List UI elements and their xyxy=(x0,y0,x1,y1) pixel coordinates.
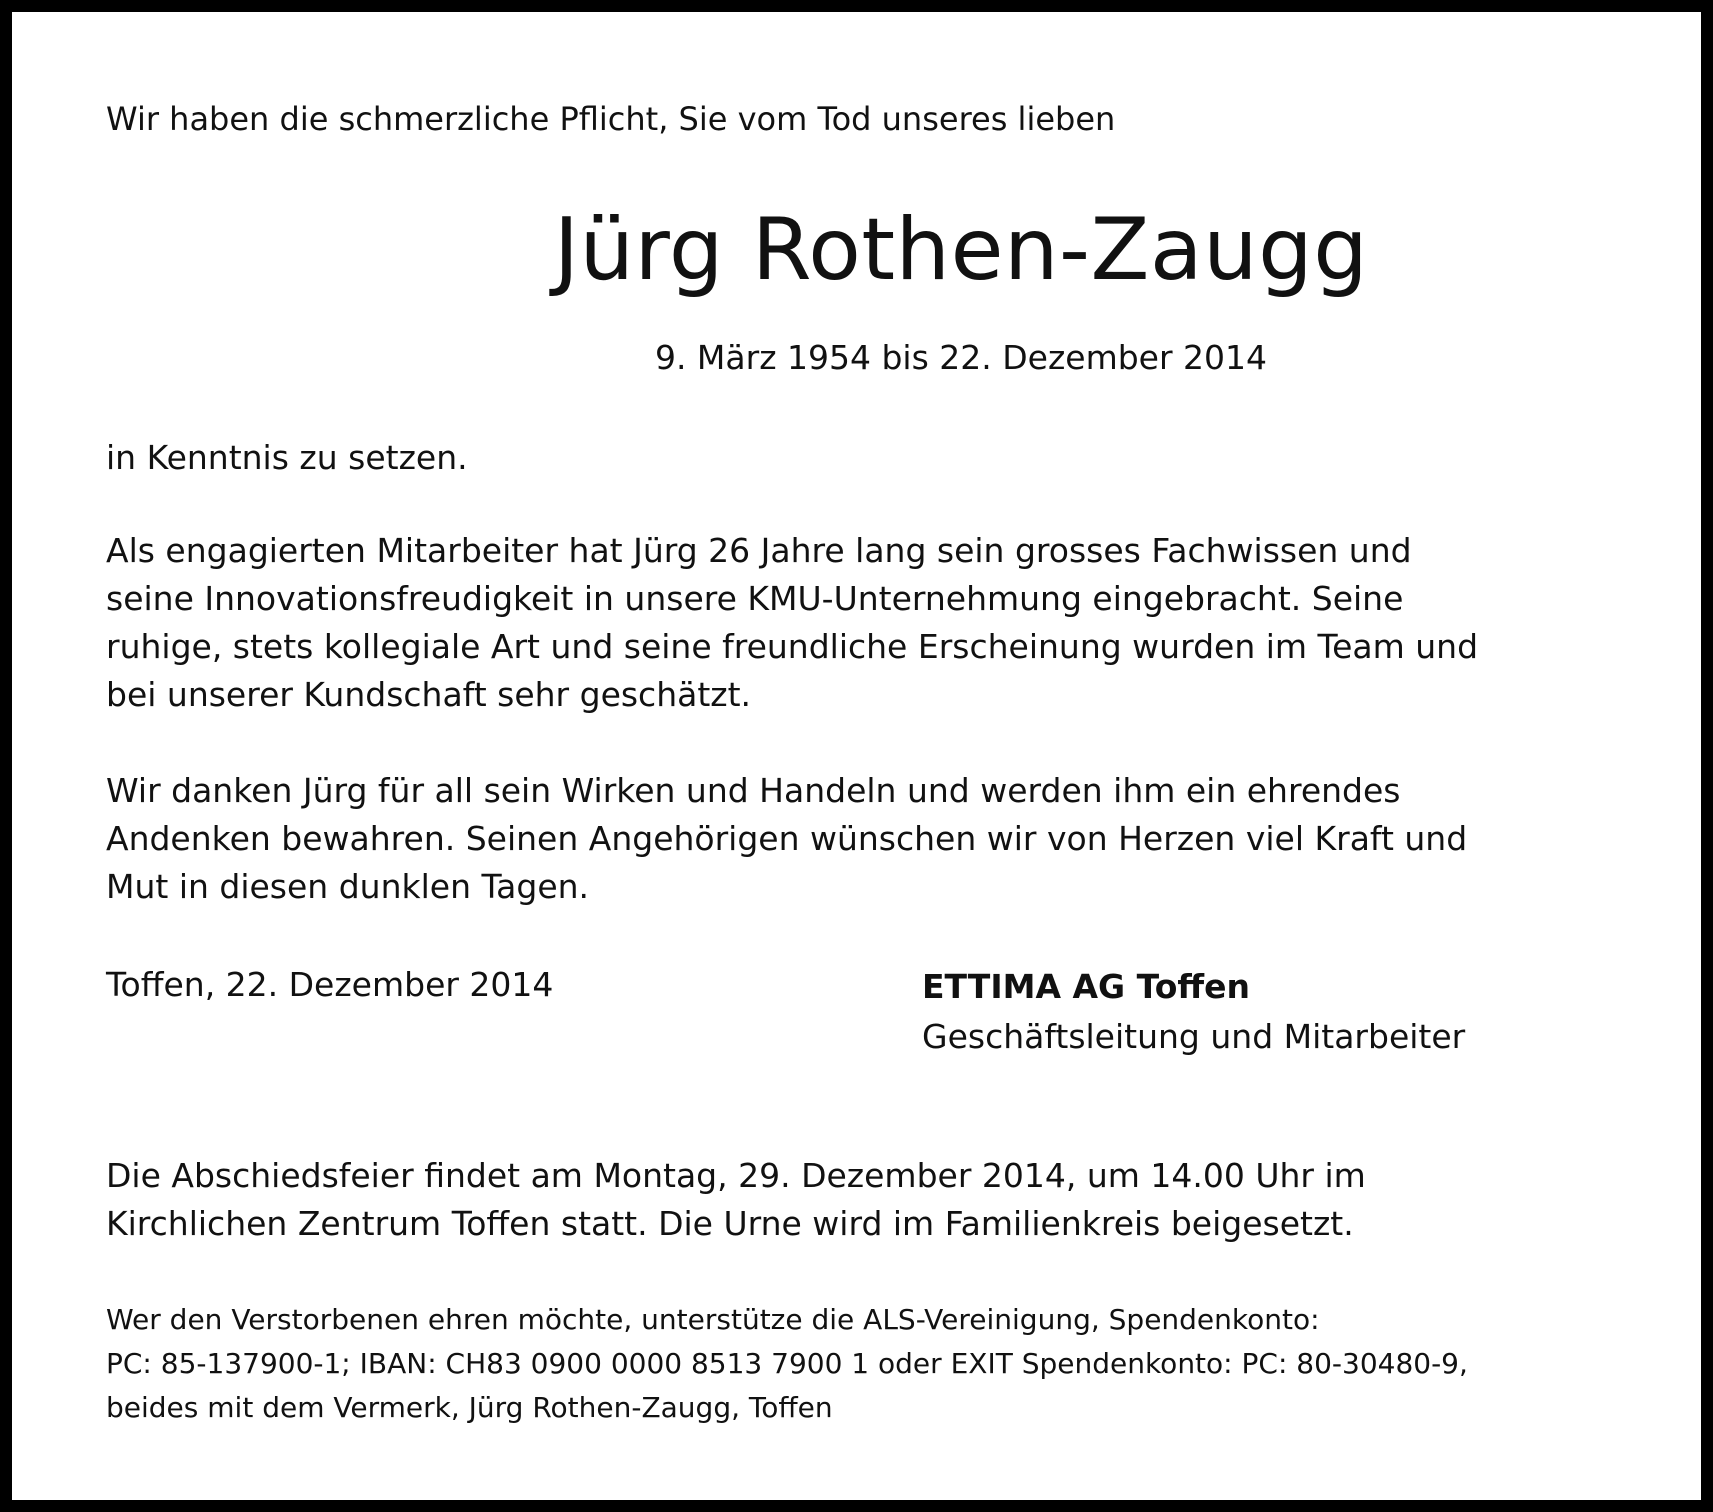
donation-info xyxy=(106,1298,1468,1430)
deceased-name: Jürg Rothen-Zaugg xyxy=(553,200,1369,300)
paragraph-line: bei unserer Kundschaft sehr geschätzt. xyxy=(106,675,752,714)
donation-line: PC: 85-137900-1; IBAN: CH83 0900 0000 8513 7900 1 oder EXIT Spendenkonto: PC: 80-30480-9, xyxy=(106,1347,1468,1380)
donation-line: beides mit dem Vermerk, Jürg Rothen-Zaugg, Toffen xyxy=(106,1391,833,1424)
thanks-paragraph xyxy=(106,767,1666,911)
place-date: Toffen, 22. Dezember 2014 xyxy=(106,965,554,1004)
paragraph-line: Andenken bewahren. Seinen Angehörigen wünschen wir von Herzen viel Kraft und xyxy=(106,819,1468,858)
ceremony-paragraph xyxy=(106,1152,1666,1248)
paragraph-line: Mut in diesen dunklen Tagen. xyxy=(106,867,590,906)
notify-text: in Kenntnis zu setzen. xyxy=(106,438,468,477)
paragraph-line: Wir danken Jürg für all sein Wirken und Handeln und werden ihm ein ehrendes xyxy=(106,771,1401,810)
paragraph-line: seine Innovationsfreudigkeit in unsere KMU-Unternehmung eingebracht. Seine xyxy=(106,579,1404,618)
paragraph-line: ruhige, stets kollegiale Art und seine freundliche Erscheinung wurden im Team und xyxy=(106,627,1479,666)
paragraph-line: Die Abschiedsfeier findet am Montag, 29. Dezember 2014, um 14.00 Uhr im xyxy=(106,1156,1366,1195)
signature-block xyxy=(922,962,1465,1062)
signature-company: ETTIMA AG Toffen xyxy=(922,967,1250,1006)
paragraph-line: Kirchlichen Zentrum Toffen statt. Die Urne wird im Familienkreis beigesetzt. xyxy=(106,1204,1354,1243)
paragraph-line: Als engagierten Mitarbeiter hat Jürg 26 Jahre lang sein grosses Fachwissen und xyxy=(106,531,1412,570)
signature-subline: Geschäftsleitung und Mitarbeiter xyxy=(922,1017,1466,1056)
donation-line: Wer den Verstorbenen ehren möchte, unterstütze die ALS-Vereinigung, Spendenkonto: xyxy=(106,1303,1320,1336)
life-dates: 9. März 1954 bis 22. Dezember 2014 xyxy=(654,338,1268,377)
tribute-paragraph xyxy=(106,527,1666,719)
intro-text: Wir haben die schmerzliche Pflicht, Sie vom Tod unseres lieben xyxy=(106,100,1116,138)
